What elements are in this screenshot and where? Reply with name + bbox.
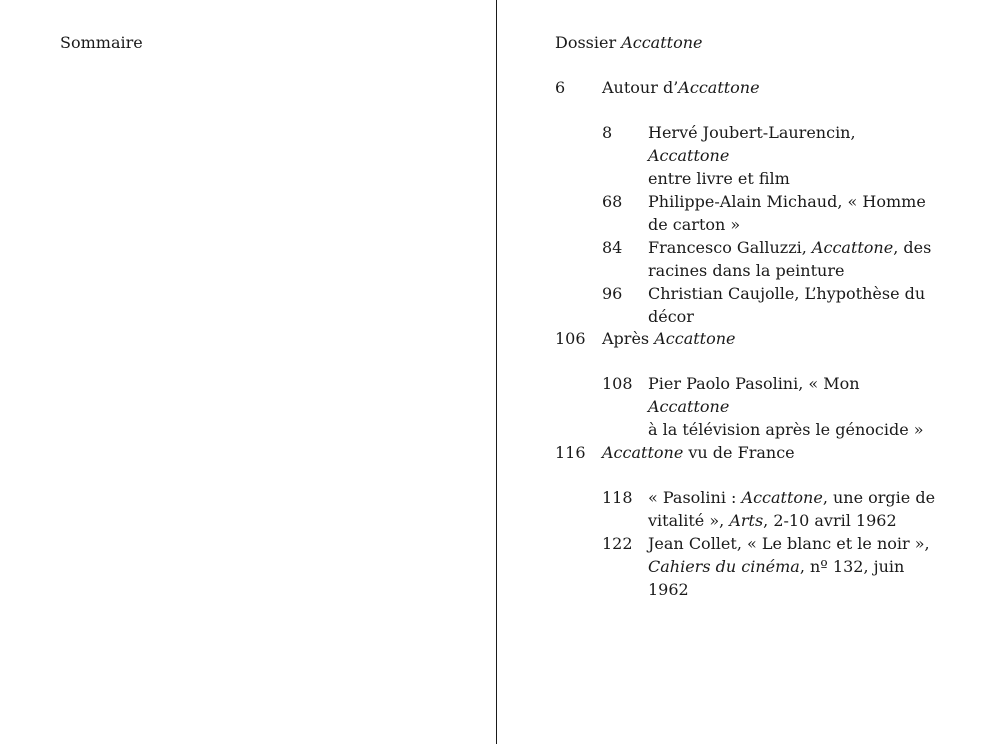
- entry-text-italic: Accattone: [648, 146, 730, 165]
- entry-line-2: de carton »: [648, 215, 741, 234]
- entry-text-plain: « Pasolini :: [648, 488, 742, 507]
- toc-section-apres: [555, 327, 975, 441]
- section-entries: [555, 121, 975, 328]
- section-page-number: 6: [555, 78, 566, 97]
- dossier-title-prefix: Dossier: [555, 33, 622, 52]
- entry-line-1: [648, 236, 938, 259]
- dossier-title-italic: Accattone: [621, 33, 703, 52]
- entry-page-number: 84: [602, 238, 623, 257]
- entry-page-number: 68: [602, 192, 623, 211]
- entry-text-plain: Pier Paolo Pasolini, « Mon: [648, 374, 860, 393]
- entry-text-italic: Accattone: [811, 238, 894, 257]
- entry-line-2: racines dans la peinture: [648, 261, 845, 280]
- section-heading: [555, 76, 975, 99]
- entry-line-2: décor: [648, 307, 694, 326]
- entry-line-1: Philippe-Alain Michaud, « Homme: [648, 192, 926, 211]
- entry-text-plain: vitalité »,: [648, 511, 730, 530]
- entry-page-number: 122: [602, 534, 633, 553]
- dossier-title: [555, 31, 702, 54]
- toc-entry: [555, 190, 938, 236]
- entry-page-number: 8: [602, 123, 613, 142]
- entry-text-italic: Accattone: [648, 397, 730, 416]
- entry-text-italic: Accattone: [741, 488, 823, 507]
- section-title-italic: Accattone: [602, 443, 684, 462]
- entry-page-number: 118: [602, 488, 633, 507]
- section-entries: [555, 486, 975, 601]
- section-title-italic: Accattone: [654, 329, 736, 348]
- entry-text-after: , une orgie de: [822, 488, 936, 507]
- entry-line-1: [648, 372, 938, 418]
- section-title-plain: vu de France: [683, 443, 795, 462]
- entry-text-italic: Arts: [729, 511, 764, 530]
- entry-line-2: [648, 509, 938, 532]
- toc-entry: [555, 282, 938, 328]
- toc-entry: [555, 121, 938, 190]
- section-title: [602, 76, 760, 99]
- section-title-plain: Autour d’: [602, 78, 679, 97]
- entry-line-1: Jean Collet, « Le blanc et le noir »,: [648, 534, 930, 553]
- entry-line-2: à la télévision après le génocide »: [648, 420, 924, 439]
- entry-line-2: [648, 555, 938, 601]
- section-title: [602, 441, 795, 464]
- toc-entry: [555, 486, 938, 532]
- entry-page-number: 96: [602, 284, 623, 303]
- entry-line-1: [648, 121, 938, 167]
- toc-entry: [555, 372, 938, 441]
- entry-text-after: , 2-10 avril 1962: [763, 511, 897, 530]
- section-title-italic: Accattone: [678, 78, 760, 97]
- toc-section-france: [555, 441, 975, 601]
- entry-text-plain: Francesco Galluzzi,: [648, 238, 812, 257]
- toc-section-autour: [555, 76, 975, 328]
- section-title-plain: Après: [602, 329, 655, 348]
- section-heading: [555, 441, 975, 464]
- entry-text-italic: Cahiers du cinéma: [648, 557, 800, 576]
- entry-line-1: [648, 486, 938, 509]
- entry-line-1: Christian Caujolle, L’hypothèse du: [648, 284, 926, 303]
- section-heading: [555, 327, 975, 350]
- section-entries: [555, 372, 975, 441]
- entry-text-plain: Hervé Joubert-Laurencin,: [648, 123, 856, 142]
- toc-entry: [555, 532, 938, 601]
- entry-page-number: 108: [602, 374, 633, 393]
- entry-text-after: , nº 132, juin 1962: [648, 557, 905, 599]
- right-page: [497, 0, 992, 744]
- section-page-number: 116: [555, 443, 586, 462]
- toc-entry: [555, 236, 938, 282]
- entry-text-after: , des: [893, 238, 932, 257]
- entry-line-2: entre livre et film: [648, 169, 790, 188]
- section-title: [602, 327, 736, 350]
- section-page-number: 106: [555, 329, 586, 348]
- contents-title: Sommaire: [60, 33, 143, 52]
